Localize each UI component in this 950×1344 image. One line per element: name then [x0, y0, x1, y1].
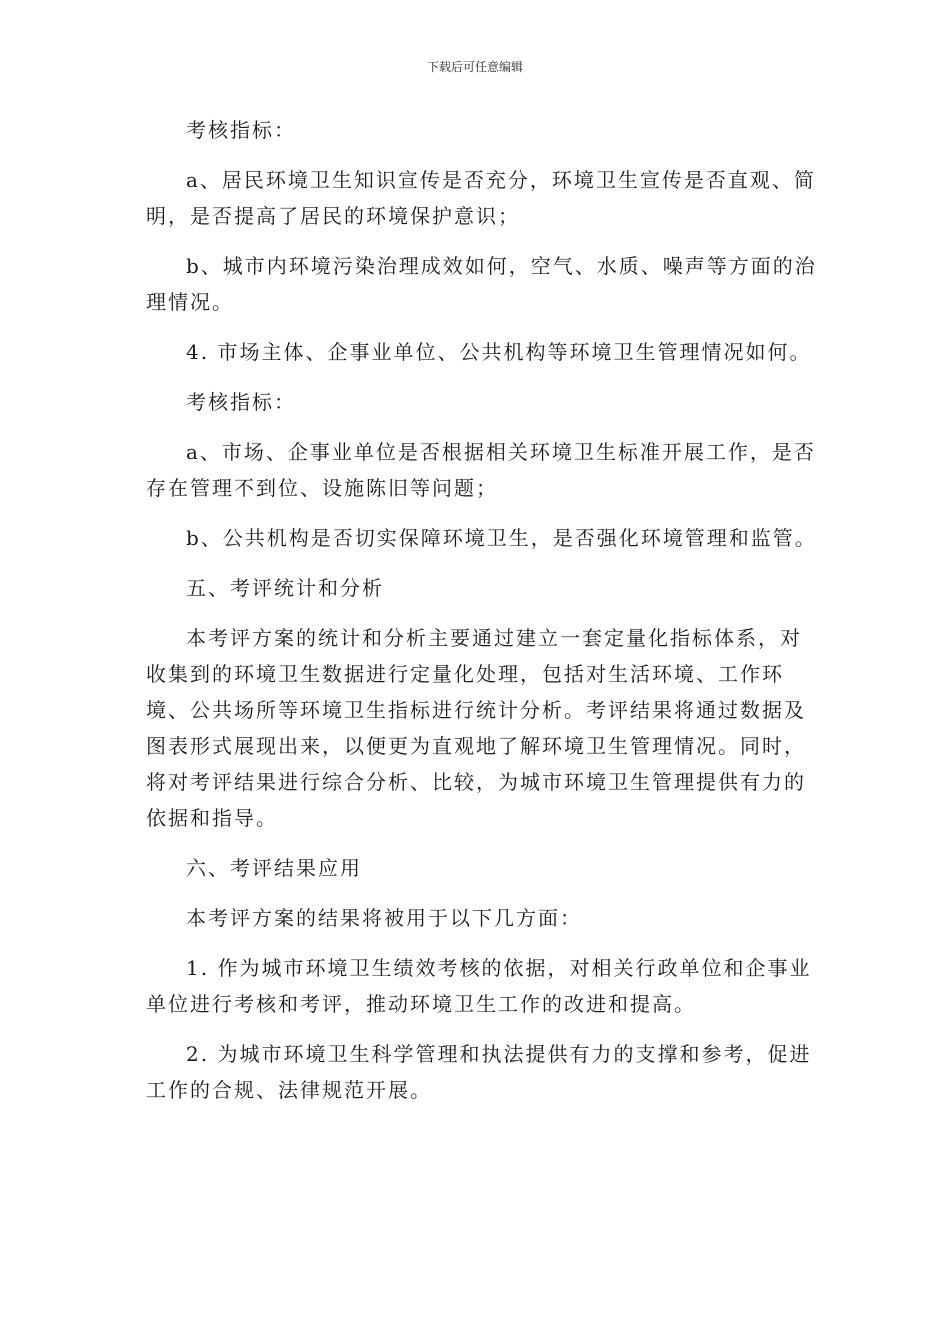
- page-header-note: 下载后可任意编辑: [426, 60, 523, 74]
- paragraph-results-item-2: 2. 为城市环境卫生科学管理和执法提供有力的支撑和参考，促进工作的合规、法律规范开展。: [146, 1042, 812, 1102]
- paragraph-results-item-1: 1. 作为城市环境卫生绩效考核的依据，对相关行政单位和企事业单位进行考核和考评，推动环境卫生工作的改进和提高。: [146, 956, 812, 1016]
- paragraph-results-intro: 本考评方案的结果将被用于以下几方面：: [186, 906, 582, 930]
- section-heading-six: 六、考评结果应用: [186, 856, 362, 880]
- paragraph-item-a-enterprises: a、市场、企事业单位是否根据相关环境卫生标准开展工作，是否存在管理不到位、设施陈旧等问题；: [146, 440, 816, 500]
- paragraph-item-b-pollution: b、城市内环境污染治理成效如何，空气、水质、噪声等方面的治理情况。: [146, 254, 817, 314]
- paragraph-item-b-public-institutions: b、公共机构是否切实保障环境卫生，是否强化环境管理和监管。: [186, 526, 817, 550]
- document-body: [146, 112, 818, 1122]
- paragraph-item-a-residents: a、居民环境卫生知识宣传是否充分，环境卫生宣传是否直观、简明，是否提高了居民的环境保护意识；: [146, 168, 816, 228]
- paragraph-statistics-analysis: 本考评方案的统计和分析主要通过建立一套定量化指标体系，对收集到的环境卫生数据进行定量化处理，包括对生活环境、工作环境、公共场所等环境卫生指标进行统计分析。考评结果将通过数据及图表形式展现出来，以便更为直观地了解环境卫生管理情况。同时，将对考评结果进行综合分析、比较，为城市环境卫生管理提供有力的依据和指导。: [146, 626, 806, 830]
- assessment-indicators-heading: 考核指标：: [186, 390, 296, 414]
- paragraph-section-4: 4. 市场主体、企事业单位、公共机构等环境卫生管理情况如何。: [186, 340, 812, 364]
- section-heading-five: 五、考评统计和分析: [186, 576, 384, 600]
- assessment-indicators-heading: 考核指标：: [186, 118, 296, 142]
